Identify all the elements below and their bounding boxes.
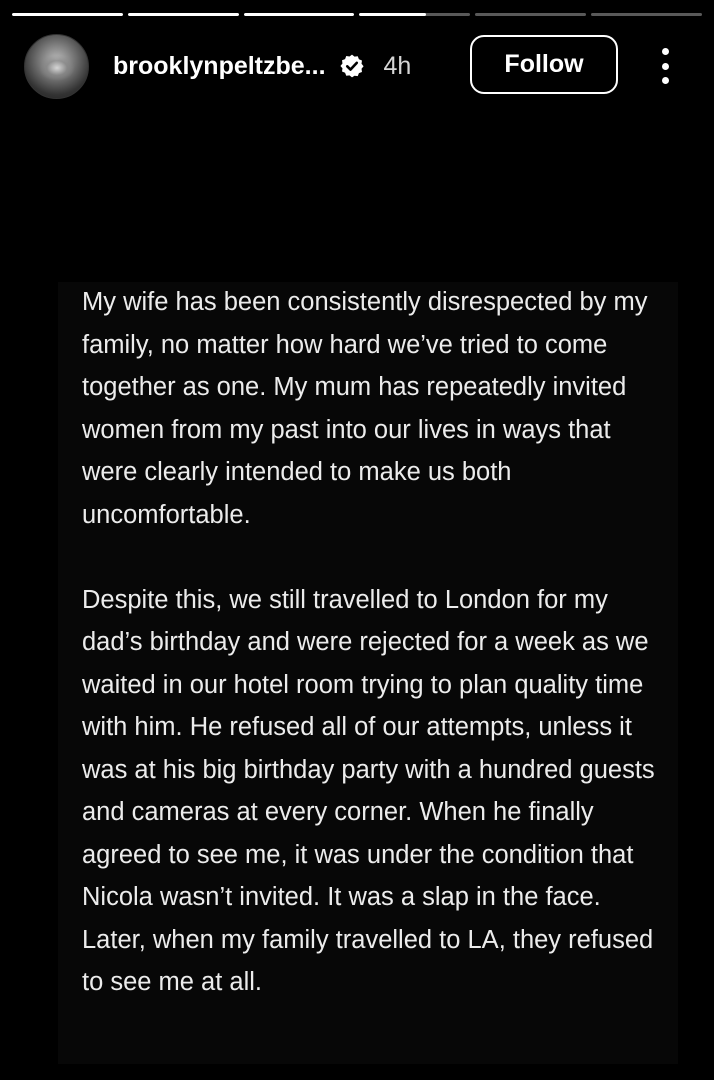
progress-segment <box>244 13 355 16</box>
more-dot <box>662 48 669 55</box>
more-dot <box>662 77 669 84</box>
progress-segment <box>475 13 586 16</box>
verified-badge-icon <box>339 53 365 79</box>
progress-segment <box>12 13 123 16</box>
avatar[interactable] <box>24 34 89 99</box>
username[interactable]: brooklynpeltzbe... <box>113 51 326 80</box>
progress-fill <box>128 13 239 16</box>
story-paragraph: My wife has been consistently disrespected by my family, no matter how hard we’ve tried to come together as one. My mum has repeatedly invited women from my past into our lives in ways that were clearly intended to make us both uncomfortable. <box>82 288 648 529</box>
story-header <box>24 33 690 99</box>
story-paragraph: Despite this, we still travelled to London for my dad’s birthday and were rejected for a week as we waited in our hotel room trying to plan quality time with him. He refused all of our attempts, unless it was at his big birthday party with a hundred guests and cameras at every corner. When he finally agreed to see me, it was under the condition that Nicola wasn’t invited. It was a slap in the face. Later, when my family travelled to LA, they refused to see me at all. <box>82 585 655 996</box>
story-progress-bar <box>12 13 702 17</box>
more-vertical-icon[interactable] <box>655 48 675 84</box>
more-dot <box>662 63 669 70</box>
follow-button[interactable]: Follow <box>470 35 618 94</box>
post-time: 4h <box>383 51 412 80</box>
story-text <box>82 281 657 1004</box>
progress-segment <box>128 13 239 16</box>
progress-segment <box>359 13 470 16</box>
progress-fill <box>359 13 425 16</box>
progress-fill <box>244 13 355 16</box>
progress-segment <box>591 13 702 16</box>
progress-fill <box>12 13 123 16</box>
